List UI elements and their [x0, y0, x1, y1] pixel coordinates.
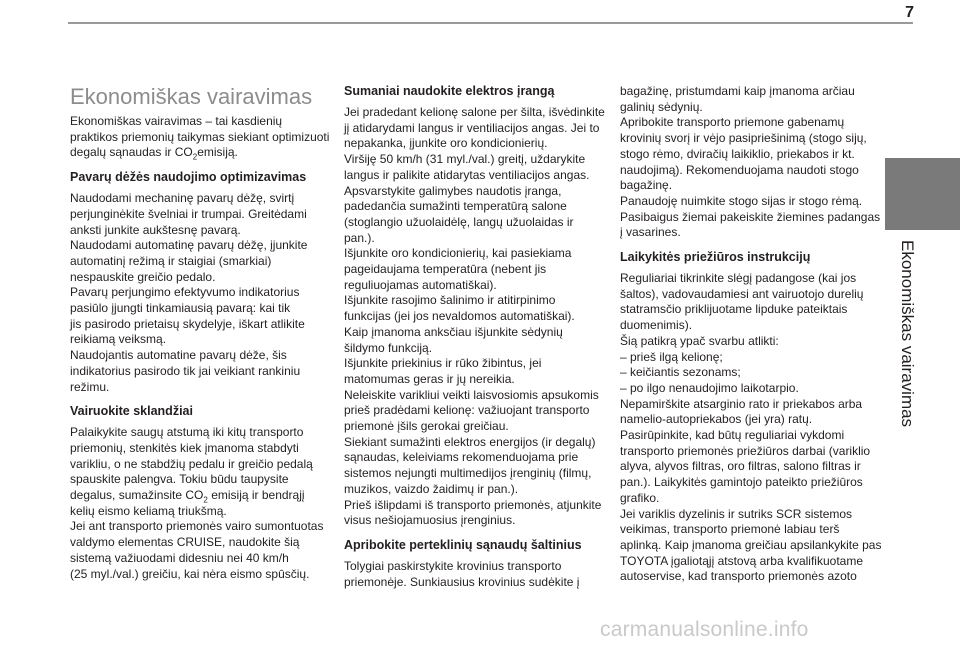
smooth-driving-text-end: emisiją ir bendrąjį kelių eismo keliamą triukšmą. Jei ant transporto priemonės vairo sumontuotas valdymo elementas CRUISE, naudokite šią sistemą važiuodami didesniu nei 40 km/h (25 myl./val.) greičiu, kai nėra eismo spūsčių.	[70, 488, 324, 581]
column-3	[620, 84, 882, 585]
section-body-electrical: Jei pradedant kelionę salone per šilta, išvėdinkite jį atidarydami langus ir ventiliacijos angas. Jei to nepakanka, įjunkite oro kondicionierių. Viršiję 50 km/h (31 myl./val.) greitį, uždarykite langus ir palikite atidarytas ventiliacijos angas. Apsvarstykite galimybes naudotis įranga, padedančia sumažinti temperatūrą salone (stoglangio užuolaidėlę, langų užuolaidas ir pan.). Išjunkite oro kondicionierių, kai pasiekiama pageidaujama temperatūra (nebent jis reguliuojamas automatiškai). Išjunkite rasojimo šalinimo ir atitirpinimo funkcijas (jei jos nevaldomos automatiškai). Kaip įmanoma anksčiau išjunkite sėdynių šildymo funkciją. Išjunkite priekinius ir rūko žibintus, jei matomumas geras ir jų nereikia. Neleiskite varikliui veikti laisvosiomis apsukomis prieš pradėdami kelionę: važiuojant transporto priemonė įšils gerokai greičiau. Siekiant sumažinti elektros energijos (ir degalų) sąnaudas, keleiviams rekomenduojama prie sistemos nejungti multimedijos įrenginių (filmų, muzikos, vaizdo žaidimų ir pan.). Prieš išlipdami iš transporto priemonės, atjunkite visus nešiojamuosius įrenginius.	[344, 105, 605, 528]
page-number: 7	[905, 4, 914, 21]
co2-subscript: 2	[192, 152, 198, 162]
section-heading-gearbox: Pavarų dėžės naudojimo optimizavimas	[70, 170, 307, 185]
section-body-smooth-driving	[70, 425, 332, 582]
section-body-maintenance: Reguliariai tikrinkite slėgį padangose (kai jos šaltos), vadovaudamiesi ant vairuotojo durelių statramsčio priklijuotame lipduke pateiktais duomenimis). Šią patikrą ypač svarbu atlikti: – prieš ilgą kelionę; – keičiantis sezonams; – po ilgo nenaudojimo laikotarpio. Nepamirškite atsarginio rato ir priekabos arba namelio-autopriekabos (jei yra) ratų. Pasirūpinkite, kad būtų reguliariai vykdomi transporto priemonės priežiūros darbai (variklio alyva, alyvos filtras, oro filtras, salono filtras ir pan.). Laikykitės gamintojo pateikto priežiūros grafiko. Jei variklis dyzelinis ir sutriks SCR sistemos veikimas, transporto priemonė labiau terš aplinką. Kaip įmanoma greičiau apsilankykite pas TOYOTA įgaliotąjį atstovą arba kvalifikuotame autoservise, kad transporto priemonės azoto	[620, 271, 882, 584]
intro-text: Ekonomiškas vairavimas – tai kasdienių praktikos priemonių taikymas siekiant optimizuoti degalų sąnaudas ir CO	[70, 114, 330, 160]
column-2	[344, 84, 606, 590]
co2-subscript: 2	[203, 495, 208, 505]
section-body-gearbox: Naudodami mechaninę pavarų dėžę, svirtį perjunginėkite švelniai ir trumpai. Greitėdami anksti junkite aukštesnę pavarą. Naudodami automatinę pavarų dėžę, įjunkite automatinį režimą ir staigiai (smarkiai) nespauskite greičio pedalo. Pavarų perjungimo efektyvumo indikatorius pasiūlo įjungti tinkamiausią pavarą: kai tik jis pasirodo prietaisų skydelyje, iškart atlikite reikiamą veiksmą. Naudojantis automatine pavarų dėže, šis indikatorius pasirodo tik jai veikiant rankiniu režimu.	[70, 191, 308, 394]
watermark: carmanualsonline.info	[600, 618, 809, 641]
intro-text-end: emisiją.	[197, 145, 238, 160]
smooth-driving-text: Palaikykite saugų atstumą iki kitų transporto priemonių, stenkitės kiek įmanoma stabdyti varikliu, o ne stabdžių pedalu ir greičio pedalą spauskite palengva. Tokiu būdu taupysite degalus, sumažinsite CO	[70, 425, 313, 503]
chapter-tab	[885, 158, 960, 230]
section-heading-excess-consumption: Apribokite perteklinių sąnaudų šaltinius	[344, 537, 582, 552]
intro-paragraph	[70, 114, 332, 161]
section-heading-smooth-driving: Vairuokite sklandžiai	[70, 404, 193, 419]
section-heading-electrical: Sumaniai naudokite elektros įrangą	[344, 84, 555, 98]
section-heading-maintenance: Laikykitės priežiūros instrukcijų	[620, 250, 811, 265]
chapter-side-label: Ekonomiškas vairavimas	[898, 240, 917, 428]
header-rule	[68, 22, 913, 24]
section-body-excess-consumption: Tolygiai paskirstykite krovinius transporto priemonėje. Sunkiausius krovinius sudėkite į	[344, 558, 580, 589]
page-title: Ekonomiškas vairavimas	[70, 84, 313, 109]
continued-paragraph: bagažinę, pristumdami kaip įmanoma arčiau galinių sėdynių. Apribokite transporto priemone gabenamų krovinių svorį ir vėjo pasipriešinimą (stogo sijų, stogo rėmo, dviračių laikiklio, priekabos ir kt. naudojimą). Rekomenduojama naudoti stogo bagažinę. Panaudoję nuimkite stogo sijas ir stogo rėmą. Pasibaigus žiemai pakeiskite žiemines padangas į vasarines.	[620, 84, 881, 240]
column-1	[70, 84, 332, 582]
